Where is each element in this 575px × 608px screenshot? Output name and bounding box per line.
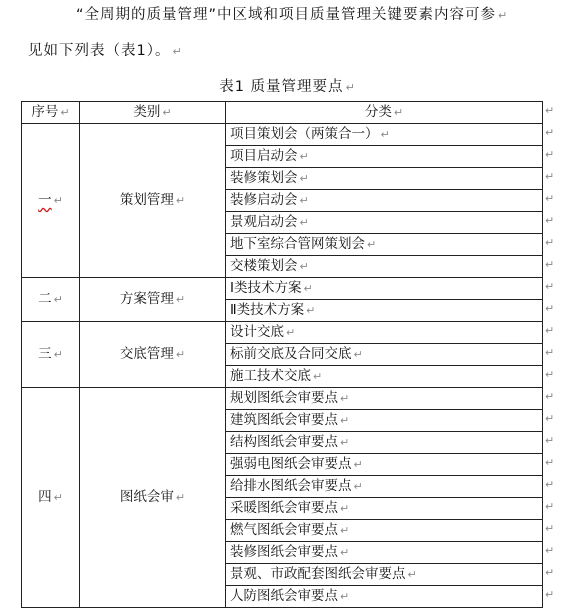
row-end-mark-icon: ↵ — [545, 235, 555, 249]
cell-mark-icon: ↵ — [353, 458, 363, 471]
row-index-cell: 一 ↵ — [22, 124, 80, 278]
table-row — [22, 278, 543, 300]
row-end-mark-icon: ↵ — [545, 103, 555, 117]
row-end-mark-icon: ↵ — [545, 521, 555, 535]
row-index-cell: 三 ↵ — [22, 322, 80, 388]
paragraph-mark-icon: ↵ — [172, 45, 183, 58]
row-end-mark-icon: ↵ — [545, 455, 555, 469]
row-end-mark-icon: ↵ — [545, 257, 555, 271]
classification-cell: 装修策划会 ↵ — [226, 168, 543, 190]
classification-cell: 景观启动会 ↵ — [226, 212, 543, 234]
cell-mark-icon: ↵ — [299, 216, 309, 229]
row-end-mark-icon: ↵ — [545, 279, 555, 293]
cell-mark-icon: ↵ — [340, 414, 350, 427]
cell-mark-icon: ↵ — [299, 194, 309, 207]
classification-cell: 设计交底 ↵ — [226, 322, 543, 344]
row-end-mark-icon: ↵ — [545, 345, 555, 359]
cell-mark-icon: ↵ — [313, 370, 323, 383]
row-end-mark-icon: ↵ — [545, 191, 555, 205]
paragraph-mark-icon: ↵ — [498, 9, 509, 22]
row-end-mark-icon: ↵ — [545, 565, 555, 579]
classification-cell: 项目启动会 ↵ — [226, 146, 543, 168]
classification-cell: 景观、市政配套图纸会审要点 ↵ — [226, 564, 543, 586]
header-classification: 分类 ↵ — [226, 102, 543, 124]
row-end-mark-icon: ↵ — [545, 433, 555, 447]
cell-mark-icon: ↵ — [53, 194, 63, 207]
category-cell: 交底管理 ↵ — [80, 322, 226, 388]
row-end-mark-icon: ↵ — [545, 367, 555, 381]
table-row — [22, 322, 543, 344]
category-cell: 方案管理 ↵ — [80, 278, 226, 322]
classification-cell: Ⅱ类技术方案 ↵ — [226, 300, 543, 322]
cell-mark-icon: ↵ — [340, 524, 350, 537]
cell-mark-icon: ↵ — [340, 436, 350, 449]
cell-mark-icon: ↵ — [60, 106, 70, 119]
cell-mark-icon: ↵ — [407, 568, 417, 581]
quality-management-table — [21, 101, 543, 608]
row-end-mark-icon: ↵ — [545, 147, 555, 161]
classification-cell: 建筑图纸会审要点 ↵ — [226, 410, 543, 432]
cell-mark-icon: ↵ — [53, 348, 63, 361]
row-index-cell: 四 ↵ — [22, 388, 80, 608]
table-header-row — [22, 102, 543, 124]
row-end-mark-icon: ↵ — [545, 411, 555, 425]
cell-mark-icon: ↵ — [303, 282, 313, 295]
cell-mark-icon: ↵ — [299, 260, 309, 273]
cell-mark-icon: ↵ — [175, 293, 186, 306]
classification-cell: 地下室综合管网策划会 ↵ — [226, 234, 543, 256]
cell-mark-icon: ↵ — [340, 392, 350, 405]
classification-cell: 标前交底及合同交底 ↵ — [226, 344, 543, 366]
table-row — [22, 124, 543, 146]
row-end-mark-icon: ↵ — [545, 169, 555, 183]
cell-mark-icon: ↵ — [53, 293, 63, 306]
classification-cell: 燃气图纸会审要点 ↵ — [226, 520, 543, 542]
cell-mark-icon: ↵ — [340, 590, 350, 603]
header-category: 类别 ↵ — [80, 102, 226, 124]
cell-mark-icon: ↵ — [175, 348, 186, 361]
classification-cell: 给排水图纸会审要点 ↵ — [226, 476, 543, 498]
row-end-mark-icon: ↵ — [545, 213, 555, 227]
cell-mark-icon: ↵ — [353, 348, 363, 361]
classification-cell: 施工技术交底 ↵ — [226, 366, 543, 388]
cell-mark-icon: ↵ — [53, 491, 63, 504]
classification-cell: 结构图纸会审要点 ↵ — [226, 432, 543, 454]
intro-paragraph-line-1: “全周期的质量管理”中区域和项目质量管理关键要素内容可参 ↵ — [76, 7, 509, 23]
row-end-mark-icon: ↵ — [545, 477, 555, 491]
cell-mark-icon: ↵ — [393, 106, 404, 119]
cell-mark-icon: ↵ — [353, 480, 363, 493]
classification-cell: Ⅰ类技术方案 ↵ — [226, 278, 543, 300]
cell-mark-icon: ↵ — [162, 106, 172, 119]
cell-mark-icon: ↵ — [340, 546, 350, 559]
category-cell: 策划管理 ↵ — [80, 124, 226, 278]
cell-mark-icon: ↵ — [175, 194, 186, 207]
row-index-cell: 二 ↵ — [22, 278, 80, 322]
intro-paragraph-line-2: 见如下列表（表1）。 ↵ — [28, 43, 183, 59]
row-end-mark-icon: ↵ — [545, 499, 555, 513]
row-end-mark-icon: ↵ — [545, 301, 555, 315]
classification-cell: 规划图纸会审要点 ↵ — [226, 388, 543, 410]
category-cell: 图纸会审 ↵ — [80, 388, 226, 608]
classification-cell: 装修图纸会审要点 ↵ — [226, 542, 543, 564]
row-end-mark-icon: ↵ — [545, 543, 555, 557]
row-end-mark-icon: ↵ — [545, 125, 555, 139]
paragraph-mark-icon: ↵ — [345, 81, 356, 94]
cell-mark-icon: ↵ — [286, 326, 296, 339]
cell-mark-icon: ↵ — [175, 491, 186, 504]
row-end-mark-icon: ↵ — [545, 587, 555, 601]
row-end-mark-icon: ↵ — [545, 389, 555, 403]
row-end-mark-icon: ↵ — [545, 323, 555, 337]
classification-cell: 装修启动会 ↵ — [226, 190, 543, 212]
cell-mark-icon: ↵ — [367, 238, 377, 251]
cell-mark-icon: ↵ — [340, 502, 350, 515]
classification-cell: 采暖图纸会审要点 ↵ — [226, 498, 543, 520]
table-caption: 表1 质量管理要点 ↵ — [219, 79, 356, 95]
cell-mark-icon: ↵ — [299, 150, 309, 163]
classification-cell: 强弱电图纸会审要点 ↵ — [226, 454, 543, 476]
header-index: 序号 ↵ — [22, 102, 80, 124]
table-row — [22, 388, 543, 410]
classification-cell: 人防图纸会审要点 ↵ — [226, 586, 543, 608]
classification-cell: 交楼策划会 ↵ — [226, 256, 543, 278]
cell-mark-icon: ↵ — [306, 304, 316, 317]
cell-mark-icon: ↵ — [380, 128, 390, 141]
cell-mark-icon: ↵ — [299, 172, 309, 185]
classification-cell: 项目策划会（两策合一） ↵ — [226, 124, 543, 146]
